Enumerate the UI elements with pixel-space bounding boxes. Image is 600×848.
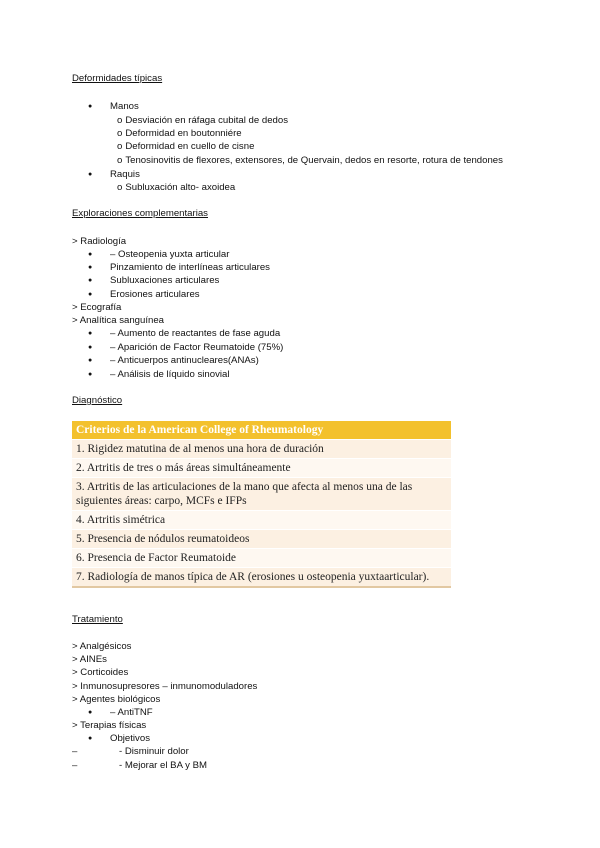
list-item: ● – Osteopenia yuxta articular bbox=[110, 249, 229, 261]
section-heading-exploraciones: Exploraciones complementarias bbox=[72, 208, 208, 219]
table-row: 7. Radiología de manos típica de AR (erosiones u osteopenia yuxtaarticular). bbox=[72, 568, 451, 588]
criteria-table bbox=[72, 421, 451, 588]
section-heading-diagnostico: Diagnóstico bbox=[72, 395, 123, 406]
dash-marker: – bbox=[72, 760, 78, 771]
list-item-raquis: ● Raquis bbox=[110, 169, 140, 181]
list-item: o Desviación en ráfaga cubital de dedos bbox=[117, 115, 288, 127]
list-item-radiologia: > Radiología bbox=[72, 236, 127, 247]
list-item: ● – Aparición de Factor Reumatoide (75%) bbox=[110, 342, 283, 354]
list-item: o Deformidad en cuello de cisne bbox=[117, 141, 254, 153]
list-item: > Agentes biológicos bbox=[72, 694, 161, 705]
list-item: ● Erosiones articulares bbox=[110, 289, 200, 301]
table-row: 2. Artritis de tres o más áreas simultáneamente bbox=[72, 459, 451, 478]
list-item: ● Subluxaciones articulares bbox=[110, 275, 219, 287]
list-item: ● Pinzamiento de interlíneas articulares bbox=[110, 262, 270, 274]
list-item: > Inmunosupresores – inmunomoduladores bbox=[72, 681, 258, 692]
list-item: > Analgésicos bbox=[72, 641, 132, 652]
list-item-objetivos: ● Objetivos bbox=[110, 733, 150, 745]
list-item: ● – Análisis de líquido sinovial bbox=[110, 369, 229, 381]
table-row: 5. Presencia de nódulos reumatoideos bbox=[72, 530, 451, 549]
dash-marker: – bbox=[72, 746, 78, 757]
list-item: - Disminuir dolor bbox=[119, 746, 189, 757]
list-item: ● – AntiTNF bbox=[110, 707, 153, 719]
list-item: > AINEs bbox=[72, 654, 107, 665]
list-item: ● – Anticuerpos antinucleares(ANAs) bbox=[110, 355, 259, 367]
list-item-manos: ● Manos bbox=[110, 101, 139, 113]
list-item-terapias: > Terapias físicas bbox=[72, 720, 147, 731]
list-item: o Deformidad en boutonniére bbox=[117, 128, 242, 140]
list-item: o Tenosinovitis de flexores, extensores, de Quervain, dedos en resorte, rotura de tendones bbox=[117, 155, 503, 167]
list-item-ecografia: > Ecografía bbox=[72, 302, 122, 313]
list-item: > Corticoides bbox=[72, 667, 129, 678]
table-row: 3. Artritis de las articulaciones de la mano que afecta al menos una de las siguientes áreas: carpo, MCFs e IFPs bbox=[72, 478, 451, 511]
list-item-analitica: > Analítica sanguínea bbox=[72, 315, 165, 326]
section-heading-deformidades: Deformidades típicas bbox=[72, 73, 163, 84]
table-row: 6. Presencia de Factor Reumatoide bbox=[72, 549, 451, 568]
section-heading-tratamiento: Tratamiento bbox=[72, 614, 123, 625]
list-item: - Mejorar el BA y BM bbox=[119, 760, 207, 771]
table-row: 1. Rigidez matutina de al menos una hora de duración bbox=[72, 440, 451, 459]
list-item: o Subluxación alto- axoidea bbox=[117, 182, 235, 194]
table-row: 4. Artritis simétrica bbox=[72, 511, 451, 530]
criteria-table-title: Criterios de la American College of Rheumatology bbox=[72, 421, 451, 440]
list-item: ● – Aumento de reactantes de fase aguda bbox=[110, 328, 280, 340]
